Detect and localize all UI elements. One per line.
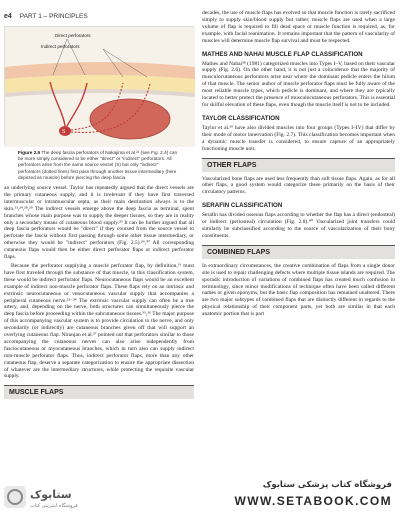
logo-text: ستابوک (30, 488, 72, 501)
label-direct-perforators: Direct perforators (55, 33, 91, 38)
section-heading-other-flaps: OTHER FLAPS (202, 158, 395, 172)
perforator-illustration (5, 27, 195, 147)
heading-mathes-nahai: MATHES AND NAHAI MUSCLE FLAP CLASSIFICATION (202, 50, 363, 58)
caption-label: Figure 2.5 (18, 150, 41, 155)
section-heading-combined-flaps: COMBINED FLAPS (202, 245, 395, 259)
page-number: e4 (4, 12, 12, 20)
section-heading-muscle-flaps: MUSCLE FLAPS (4, 385, 194, 399)
heading-serafin: SERAFIN CLASSIFICATION (202, 202, 283, 210)
heading-taylor: TAYLOR CLASSIFICATION (202, 114, 280, 122)
paragraph: Serafin has divided osseous flaps according to whether the flap has a direct (endosteal) or indirect (periosteal) circulation (Fig. 2.8).⁴⁰ Vascularized joint transfers could similarly be subclassified according to the source of vascularization of their bony constituents. (202, 212, 395, 239)
right-column (202, 10, 395, 320)
paragraph: In extraordinary circumstances, the creative combination of flaps from a single donor site is used to repair challenging defects where multiple tissue islands are required. The sporadic introduction of variations of combined flaps has created much confusion in terminology, since minor modifications of technique often have been called different names or given eponyms, but the basic flap composition has remained unaltered. There are two major subtypes of combined flaps that are distinctly different in regards to the physical relationship of their component parts, yet both are similar in that each anatomic portion that is part (202, 262, 395, 318)
setabook-logo (4, 484, 92, 510)
paragraph: Mathes and Nahai³⁸ (1981) categorized muscles into Types I–V, based on their vascular supply (Fig. 2.6). On the other hand, it is not just a coincidence that the majority of musculocutaneous perforators arise near where the dominant pedicle enters the hilum of that muscle. The senior author of muscle perforator flaps must be fully aware of the most reliable muscle types, which pedicle is dominant, and where they are typically located to better protect the presence of musculocutaneous perforators. This is essential for skilful elevation of these flaps, even though the muscle itself is not to be included. (202, 60, 395, 108)
left-column (4, 26, 194, 403)
paragraph: Because the perforator supplying a muscle perforator flap, by definition,³¹ must have first traveled through the substance of that muscle, in this classification system, these would be indirect perforator flaps. Neurocutaneous flaps would be an excellent example of indirect non-muscle perforator flaps. These flaps rely on an intrinsic and extrinsic neurocutaneous or venocutaneous vascular supply that accompanies a peripheral cutaneous nerve.³²⁻³⁴ The extrinsic vascular supply can often be a true artery, and, depending on the nerve, both structures can simultaneously pierce the deep fascia before proceeding within the subcutaneous tissues.³⁵,³⁶ The major purpose of this accompanying vascular system is to provide circulation to the nerve, and only secondarily (or indirectly) are cutaneous branches given off that will support an overlying cutaneous flap. Niranjan et al.³⁷ pointed out that perforators similar to those accompanying the cutaneous nerves can also arise independently from fasciocutaneous or myocutaneous branches, which in turn also can supply indirect non-muscle perforator flaps. Thus, indirect perforator flaps, more than any other cutaneous flap, deserve a separate categorization to ensure the appropriate dissection of whatever are the intermediary structures, while protecting the requisite vascular supply. (4, 262, 194, 380)
svg-text:S: S (62, 129, 66, 135)
paragraph: an underlying source vessel. Taylor has repeatedly argued that the direct vessels are the primary cutaneous supply, and it is irrelevant if they have first traversed intermuscular or intramuscular septa, as their main destination always is to the skin.²³,²⁴,²⁸,²⁹ The indirect vessels emerge above the deep fascia as terminal, spent branches whose main purpose was to supply the deeper tissues, so they are in reality only a secondary means of cutaneous blood supply.²⁹ It can be further argued that all deep fascia perforators would be "direct" if they coursed from the source vessel to perforate the fascia without first passing through some other tissue intermediary, or otherwise they would be "indirect" perforators (Fig. 2.5).²⁹,³⁰ All corresponding cutaneous flaps would then be either direct perforator flaps or indirect perforator flaps. (4, 185, 194, 261)
paragraph: decades, the use of muscle flaps has evolved so that muscle function is rarely sacrificed simply to supply skin/blood supply but rather, muscle flaps are used when a large volume of flap is required to fill dead space or muscle function is required, as, for example, with facial reanimation. It remains important that the pattern of vascularity of muscles will determine muscle flap survival and must be respected. (202, 10, 395, 44)
figure-2-5 (4, 26, 194, 146)
part-title: PART 1 – PRINCIPLES (19, 12, 88, 20)
store-name: فروشگاه کتاب پزشکی ستابوک (262, 480, 392, 490)
caption-text: The deep fascia perforators of Nakajima et al.²¹ (see Fig. 2.4) can be more simply considered to be either "direct" or "indirect" perforators. All perforators arise from the same source vessel (S) but only "indirect" perforators (dotted lines) first pass through another tissue intermediary (here depicted as muscle) before piercing the deep fascia. (18, 150, 178, 180)
paragraph: Taylor et al.³⁹ have also divided muscles into four groups (Types I–IV) that differ by their mode of motor innervation (Fig. 2.7). This classification becomes important when a dynamic muscle transfer is considered, to ensure capture of an appropriately functioning muscle unit. (202, 124, 395, 152)
figure-caption (4, 146, 194, 185)
label-indirect-perforators: Indirect perforators (41, 44, 80, 49)
paragraph: Vascularized bone flaps are used less frequently than soft tissue flaps. Again, as for all other flaps, a good system would categorize these primarily on the basis of their circulatory patterns. (202, 175, 395, 196)
logo-subtext: فروشگاه اینترنتی کتاب (30, 503, 78, 509)
store-url[interactable]: WWW.SETABOOK.COM (234, 494, 392, 508)
